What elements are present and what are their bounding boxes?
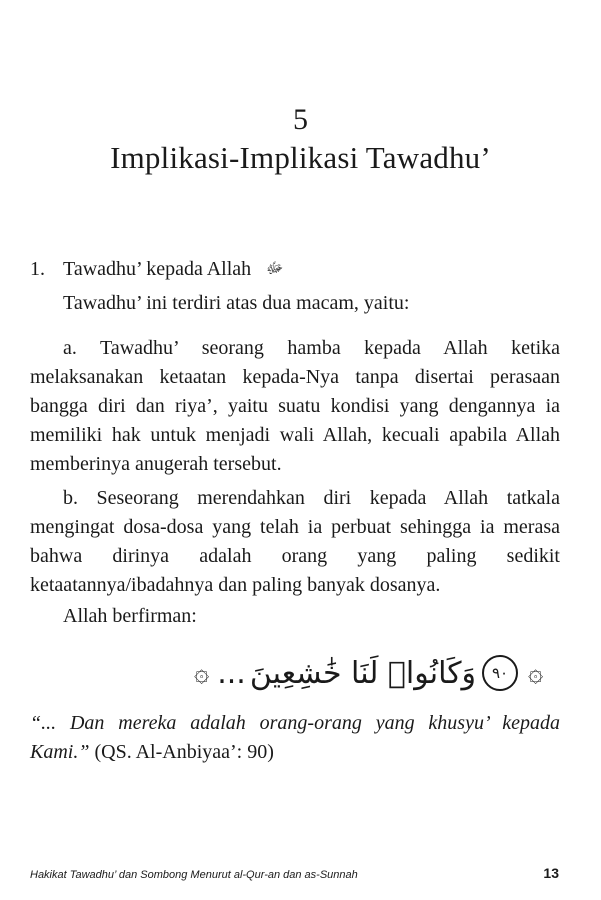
verse-ornament-close: ۞	[194, 658, 210, 688]
paragraph-a: a. Tawadhu’ seorang hamba kepada Allah ketika melaksanakan ketaatan kepada-Nya tanpa disertai perasaan bangga diri dan riya’, yaitu suatu kondisi yang dengannya ia memiliki hak untuk menjadi wali Allah, kecuali apabila Allah memberinya anugerah tersebut.	[30, 337, 560, 475]
translation-reference: (QS. Al-Anbiyaa’: 90)	[94, 741, 274, 763]
chapter-title: Implikasi-Implikasi Tawadhu’	[110, 140, 491, 175]
verse-dots: ...	[217, 655, 246, 691]
section-heading-text: Tawadhu’ kepada Allah	[63, 258, 252, 280]
chapter-number: 5	[293, 103, 308, 136]
arabic-verse	[190, 648, 560, 698]
section-number: 1.	[30, 258, 45, 280]
ayah-number-badge: ٩٠	[482, 655, 518, 691]
verse-arabic-text: وَكَانُوا۟ لَنَا خَٰشِعِينَ	[249, 655, 477, 691]
section-heading	[30, 258, 282, 281]
intro-paragraph: Tawadhu’ ini terdiri atas dua macam, yaitu:	[63, 292, 410, 314]
translation-quote: “... Dan mereka adalah orang-orang yang khusyu’ kepada Kami.”	[30, 712, 560, 763]
honorific-glyph: ﷻ	[265, 260, 283, 277]
allah-said-line: Allah berfirman:	[63, 605, 197, 627]
verse-translation	[30, 709, 560, 767]
footer-book-title: Hakikat Tawadhu’ dan Sombong Menurut al-Qur-an dan as-Sunnah	[30, 869, 358, 881]
page-number: 13	[543, 865, 559, 881]
paragraph-b: b. Seseorang merendahkan diri kepada Allah tatkala mengingat dosa-dosa yang telah ia perbuat sehingga ia merasa bahwa dirinya adalah orang yang paling sedikit ketaatannya/ibadahnya dan paling banyak dosanya.	[30, 487, 560, 596]
verse-ornament-open: ۞	[528, 658, 544, 688]
